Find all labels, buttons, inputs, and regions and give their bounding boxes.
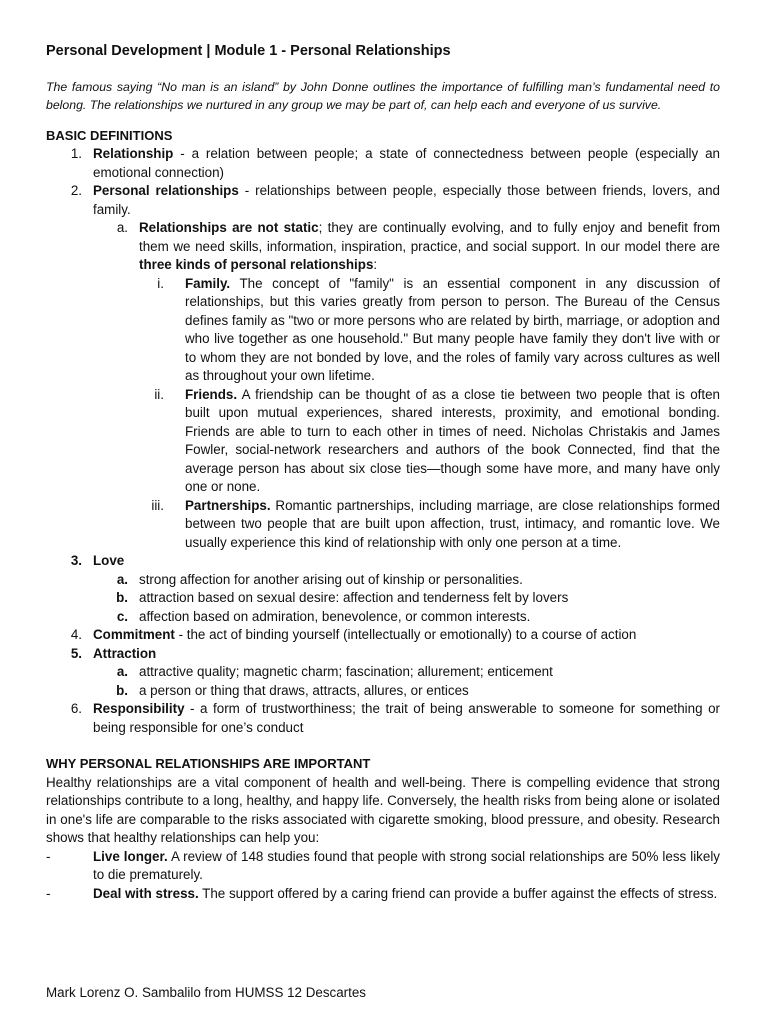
kind-text: A friendship can be thought of as a close tie between two people that is often built upon mutual experiences, shared interests, proximity, and emotional bonding. Friends are able to turn to each other in times of need. Nicholas Christakis and James Fowler, social-network researchers and authors of the book Connected, find that the average person has about six close ties—though some have more, and many have only one or none. — [185, 386, 720, 494]
list-number: 5. — [70, 645, 82, 661]
meaning-text: strong affection for another arising out of kinship or personalities. — [139, 571, 523, 587]
list-letter: a. — [116, 571, 128, 587]
list-letter: b. — [116, 590, 128, 605]
meaning-text: a person or thing that draws, attracts, allures, or entices — [139, 682, 469, 698]
list-letter: a. — [116, 220, 128, 235]
definition-item-commitment — [46, 626, 720, 645]
term: Love — [93, 553, 125, 568]
definition-text: - the act of binding yourself (intellectually or emotionally) to a course of action — [174, 627, 637, 642]
bullet-dash: - — [46, 885, 51, 901]
definition-text: ; they are continually evolving, and to fully enjoy and benefit from them we need skills, information, inspiration, practice, and social support. In our model there are — [139, 220, 720, 254]
why-paragraph: Healthy relationships are a vital component of health and well-being. There is compelling evidence that strong relationships contribute to a long, healthy, and happy life. Conversely, the health risks from being alone or isolated in one's life are comparable to the risks associated with cigarette smoking, blood pressure, and obesity. Research shows that healthy relationships can help you: — [46, 774, 720, 845]
love-meaning — [46, 608, 720, 627]
meaning-text: affection based on admiration, benevolence, or common interests. — [139, 608, 531, 624]
term: Relationship — [93, 146, 174, 161]
term: Deal with stress. — [93, 885, 199, 901]
term: Commitment — [93, 627, 175, 642]
kind-text: The concept of "family" is an essential component in any discussion of relationships, but this varies greatly from person to person. The Bureau of the Census defines family as "two or more persons who are related by birth, marriage, or adoption and who live together as one household." But many people have family they don't live with or to whom they are not bonded by love, and the roles of family vary across cultures as well as throughout your own lifetime. — [185, 275, 720, 383]
meaning-text: attraction based on sexual desire: affection and tenderness felt by lovers — [139, 590, 569, 605]
definition-text: - a form of trustworthiness; the trait of being answerable to someone for something or being responsible for one’s conduct — [93, 701, 720, 735]
term: Attraction — [93, 645, 157, 661]
benefit-bullet — [46, 848, 720, 885]
intro-quote: The famous saying “No man is an island” by John Donne outlines the importance of fulfilling man’s fundamental need to belong. The relationships we nurtured in any group we may be part of, can help each and everyone of us survive. — [46, 79, 720, 112]
love-meaning — [46, 571, 720, 590]
term-three-kinds: three kinds of personal relationships — [139, 257, 374, 272]
roman-number: i. — [157, 275, 164, 291]
term: Family. — [185, 275, 231, 291]
list-number: 6. — [70, 701, 82, 716]
kind-friends — [46, 386, 720, 497]
list-number: 1. — [70, 146, 82, 161]
document-page — [46, 42, 720, 903]
bullet-text: A review of 148 studies found that people with strong social relationships are 50% less likely to die prematurely. — [93, 848, 720, 882]
definition-item-love — [46, 552, 720, 571]
definition-item-personal-relationships — [46, 182, 720, 219]
definition-text: - a relation between people; a state of connectedness between people (especially an emotional connection) — [93, 146, 720, 180]
list-letter: b. — [116, 682, 128, 698]
why-important-heading: WHY PERSONAL RELATIONSHIPS ARE IMPORTANT — [46, 756, 371, 771]
roman-number: iii. — [151, 497, 164, 513]
kind-family — [46, 275, 720, 386]
author-footer: Mark Lorenz O. Sambalilo from HUMSS 12 Descartes — [46, 985, 366, 1000]
bullet-text: The support offered by a caring friend can provide a buffer against the effects of stress. — [198, 885, 718, 901]
love-meaning — [46, 589, 720, 608]
attraction-meaning — [46, 682, 720, 701]
kind-text: Romantic partnerships, including marriage, are close relationships formed between two people that are built upon affection, trust, intimacy, and romantic love. We usually experience this kind of relationship with only one person at a time. — [185, 497, 720, 550]
term: Partnerships. — [185, 497, 271, 513]
basic-definitions-heading: BASIC DEFINITIONS — [46, 127, 173, 143]
term: Responsibility — [93, 701, 185, 716]
definition-item-responsibility — [46, 700, 720, 737]
bullet-dash: - — [46, 848, 51, 864]
definition-item-attraction — [46, 645, 720, 664]
term: Personal relationships — [93, 183, 239, 198]
attraction-meaning — [46, 663, 720, 682]
list-number: 2. — [70, 183, 82, 198]
subitem-not-static — [46, 219, 720, 275]
definition-item-relationship — [46, 145, 720, 182]
term: Live longer. — [93, 848, 168, 864]
list-number: 3. — [70, 553, 82, 568]
roman-number: ii. — [154, 386, 164, 402]
page-title: Personal Development | Module 1 - Personal Relationships — [46, 43, 451, 59]
benefit-bullet — [46, 885, 720, 904]
list-letter: c. — [116, 608, 128, 624]
kind-partnerships — [46, 497, 720, 553]
colon: : — [373, 257, 378, 272]
meaning-text: attractive quality; magnetic charm; fascination; allurement; enticement — [139, 664, 553, 679]
definition-text: - relationships between people, especially those between friends, lovers, and family. — [93, 183, 721, 217]
list-number: 4. — [70, 627, 82, 642]
term: Friends. — [185, 386, 238, 402]
term: Relationships are not static — [139, 220, 319, 235]
list-letter: a. — [116, 664, 128, 679]
